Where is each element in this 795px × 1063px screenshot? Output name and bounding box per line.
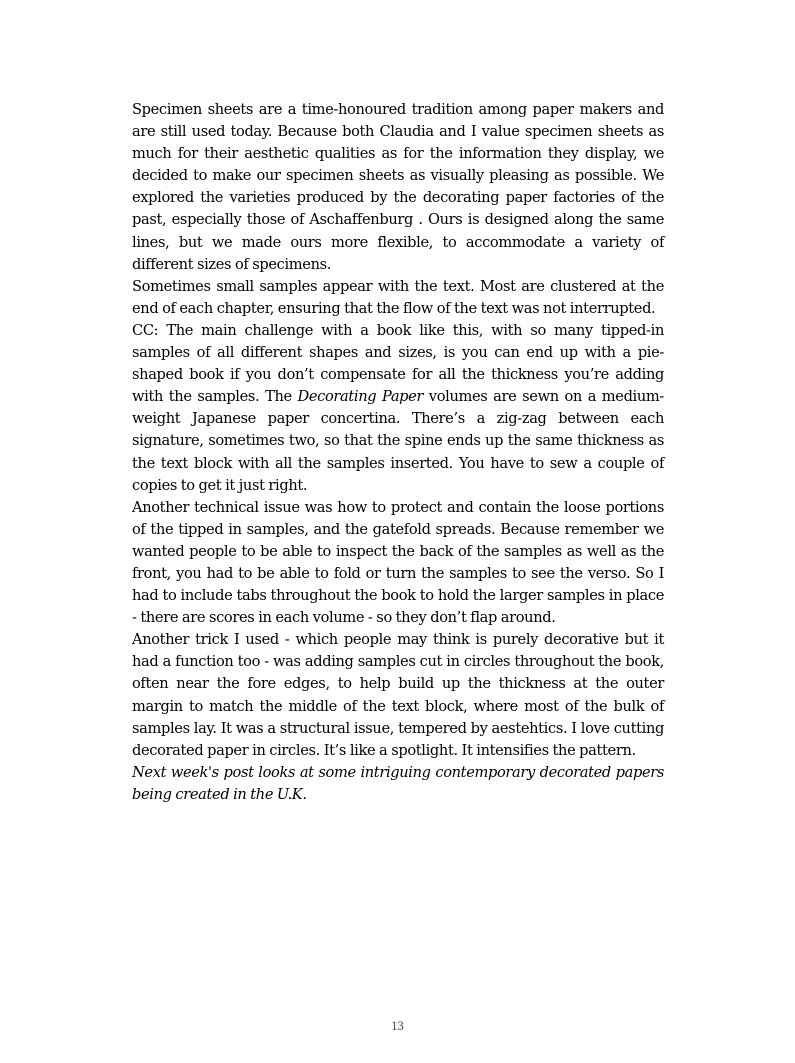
page-number: 13 [391,1019,404,1033]
paragraph-another-trick: Another trick I used - which people may think is purely decorative but it had a function too - was adding samples cut in circles throughout the book, often near the fore edges, to help build up the thickness at the outer margin to match the middle of the text block, where most of the bulk of samples lay. It was a structural issue, tempered by aestehtics. I love cutting decorated paper in circles. It’s like a spotlight. It intensifies the pattern. [132,631,664,759]
paragraph-specimen-sheets: Specimen sheets are a time-honoured tradition among paper makers and are still used today. Because both Claudia and I value specimen sheets as much for their aesthetic qualities as for the information they display, we decided to make our specimen sheets as visually pleasing as possible. We explored the varieties produced by the decorating paper factories of the past, especially those of Aschaffenburg . Ours is designed along the same lines, but we made ours more flexible, to accommodate a variety of different sizes of specimens. [132,101,664,273]
paragraph-main-challenge [132,320,664,497]
paragraph-technical-issue: Another technical issue was how to protect and contain the loose portions of the tipped in samples, and the gatefold spreads. Because remember we wanted people to be able to inspect the back of the samples as well as the front, you had to be able to fold or turn the samples to see the verso. So I had to include tabs throughout the book to hold the larger samples in place - there are scores in each volume - so they don’t flap around. [132,498,664,627]
paragraph-main-challenge-start: CC: The main challenge with a book like this, with so many tipped-in samples of all different shapes and sizes, is you can end up with a pie-shaped book if you don’t compensate for all the thickness you’re adding with the samples. The [132,321,664,406]
paragraph-next-week-note: Next week's post looks at some intriguing contemporary decorated papers being created in the U.K. [132,763,664,803]
body-text [132,99,664,806]
paragraph-small-samples: Sometimes small samples appear with the text. Most are clustered at the end of each chapter, ensuring that the flow of the text was not interrupted. [132,277,664,317]
paragraph-main-challenge-end: volumes are sewn on a medium-weight Japanese paper concertina. There’s a zig-zag between each signature, sometimes two, so that the spine ends up the same thickness as the text block with all the samples inserted. You have to sew a couple of copies to get it just right. [132,388,664,494]
book-title-decorating-paper: Decorating Paper [297,388,424,406]
